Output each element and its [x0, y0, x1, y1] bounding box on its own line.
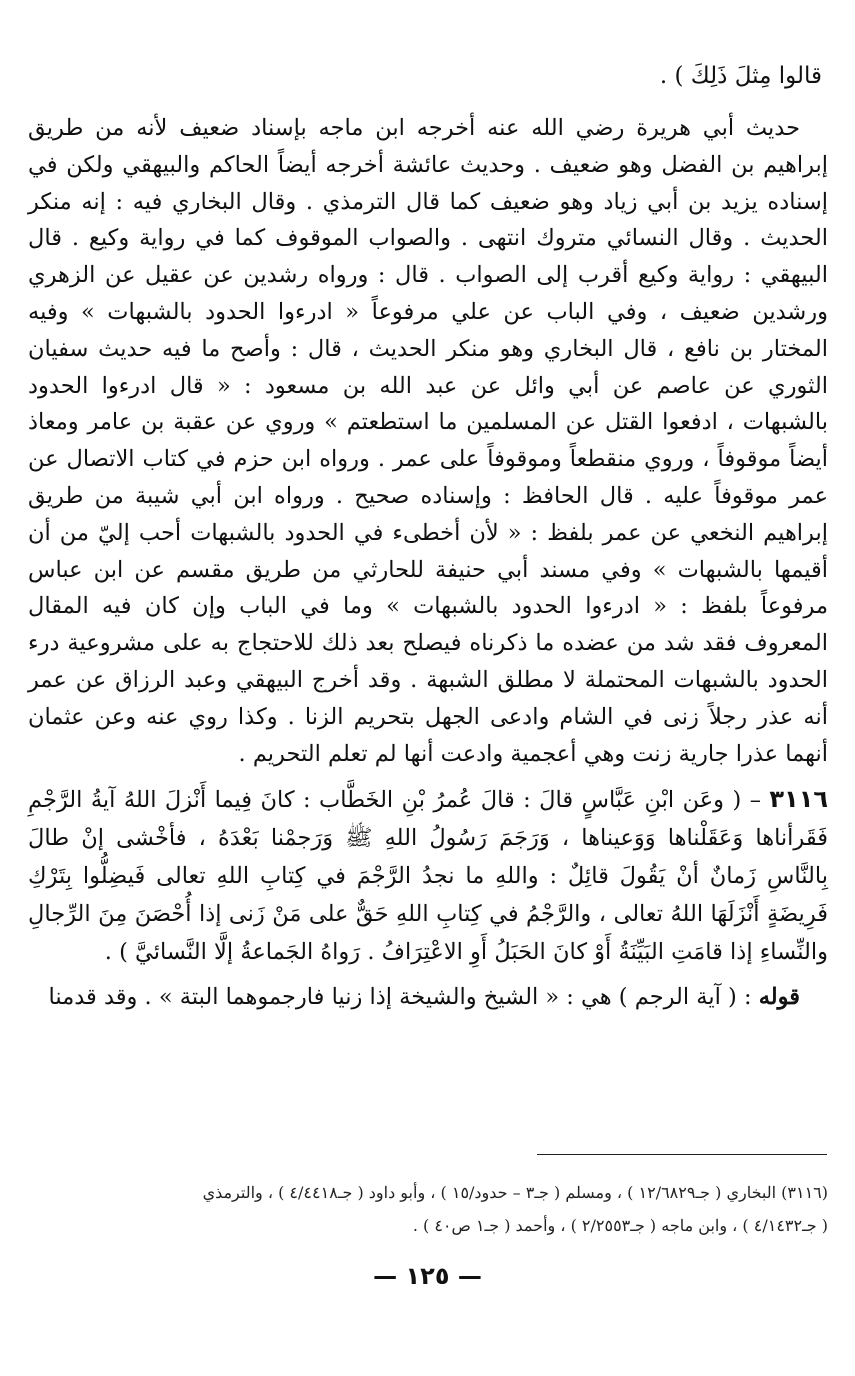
commentary-label: قوله — [758, 984, 800, 1011]
page-body — [28, 56, 828, 1022]
continuation-line: قالوا مِثلَ ذَلِكَ ) . — [659, 63, 822, 89]
footnote-line: ( جـ٤/١٤٣٢ ) ، وابن ماجه ( جـ٢/٢٥٥٣ ) ، وأحمد ( جـ١ ص٤٠ ) . — [412, 1216, 828, 1235]
commentary-paragraph: حديث أبي هريرة رضي الله عنه أخرجه ابن ماجه بإسناد ضعيف لأنه من طريق إبراهيم بن الفضل وهو ضعيف . وحديث عائشة أخرجه أيضاً الحاكم والبيهقي ولكن في إسناده يزيد بن أبي زياد وهو ضعيف كما قال الترمذي . وقال البخاري فيه : إنه منكر الحديث . وقال النسائي متروك انتهى . والصواب الموقوف كما في رواية وكيع . قال البيهقي : رواية وكيع أقرب إلى الصواب . قال : ورواه رشدين عن عقيل عن الزهري ورشدين ضعيف ، وفي الباب عن علي مرفوعاً « ادرءوا الحدود بالشبهات » وفيه المختار بن نافع ، قال البخاري وهو منكر الحديث ، قال : وأصح ما فيه حديث سفيان الثوري عن عاصم عن أبي وائل عن عبد الله بن مسعود : « قال ادرءوا الحدود بالشبهات ، ادفعوا القتل عن المسلمين ما استطعتم » وروي عن عقبة بن عامر ومعاذ أيضاً موقوفاً ، وروي منقطعاً وموقوفاً على عمر . ورواه ابن حزم في كتاب الاتصال عن عمر موقوفاً عليه . قال الحافظ : وإسناده صحيح . ورواه ابن أبي شيبة من طريق إبراهيم النخعي عن عمر بلفظ : « لأن أخطىء في الحدود بالشبهات أحب إليّ من أن أقيمها بالشبهات » وفي مسند أبي حنيفة للحارثي من طريق مقسم عن ابن عباس مرفوعاً بلفظ : « ادرءوا الحدود بالشبهات » وما في الباب وإن كان فيه المقال المعروف فقد شد من عضده ما ذكرناه فيصلح بعد ذلك للاحتجاج به على مشروعية درء الحدود بالشبهات المحتملة لا مطلق الشبهة . وقد أخرج البيهقي وعبد الرزاق عن عمر أنه عذر رجلاً زنى في الشام وادعى الجهل بتحريم الزنا . وكذا روي عنه وعن عثمان أنهما عذرا جارية زنت وهي أعجمية وادعت أنها لم تعلم التحريم . — [28, 115, 828, 767]
footnotes — [28, 1176, 828, 1242]
hadith-text: – ( وعَن ابْنِ عَبَّاسٍ قالَ : قالَ عُمرُ بْنِ الخَطَّاب : كانَ فِيما أَنْزلَ اللهُ آيةُ الرَّجْمِ فَقَرأناها وَعَقَلْناها وَوَعيناها ، وَرَجَمَ رَسُولُ اللهِ ﷺ وَرَجمْنا بَعْدَهُ ، فأخْشى إنْ طالَ بِالنَّاسِ زَمانٌ أنْ يَقُولَ قائِلٌ : واللهِ ما نجدُ الرَّجْمَ في كِتابِ اللهِ تعالى فَيضِلُّوا بِتَرْكِ فَرِيضَةٍ أَنْزَلَهَا اللهُ تعالى ، والرَّجْمُ في كِتابِ اللهِ حَقٌّ على مَنْ زَنى إذا أُحْصَنَ مِنَ الرِّجالِ والنِّساءِ إذا قامَتِ البَيِّنَةُ أَوْ كانَ الحَبَلُ أَوِ الاعْتِرَافُ . رَواهُ الجَماعةُ إلَّا النَّسائيَّ ) . — [28, 787, 828, 966]
footnote-divider — [537, 1154, 827, 1155]
commentary-start — [28, 979, 828, 1016]
hadith-entry — [28, 780, 828, 971]
footnote-line: (٣١١٦) البخاري ( جـ١٢/٦٨٢٩ ) ، ومسلم ( جـ٣ – حدود/١٥ ) ، وأبو داود ( جـ٤/٤٤١٨ ) ، والترمذي — [202, 1183, 828, 1202]
page-number: — ١٢٥ — — [373, 1262, 482, 1290]
hadith-number: ٣١١٦ — [769, 785, 828, 814]
commentary-text: : ( آية الرجم ) هي : « الشيخ والشيخة إذا زنيا فارجموهما البتة » . وقد قدمنا — [48, 984, 759, 1011]
